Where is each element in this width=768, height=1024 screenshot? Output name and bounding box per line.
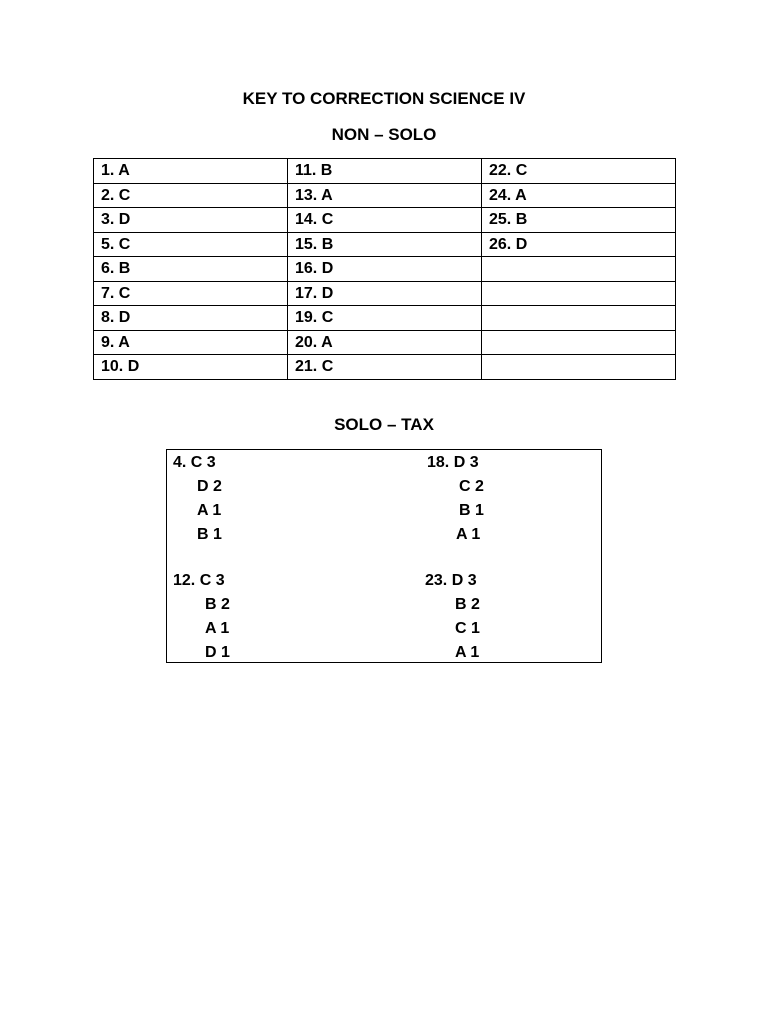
table-cell: 26. D xyxy=(482,232,676,257)
table-row xyxy=(94,183,676,208)
table-cell: 10. D xyxy=(94,355,288,380)
answer-line: C 1 xyxy=(455,620,480,637)
table-cell: 7. C xyxy=(94,281,288,306)
answer-line: C 2 xyxy=(459,478,484,495)
non-solo-table xyxy=(93,158,676,380)
table-cell: 25. B xyxy=(482,208,676,233)
table-cell: 24. A xyxy=(482,183,676,208)
table-cell: 8. D xyxy=(94,306,288,331)
table-cell: 15. B xyxy=(288,232,482,257)
table-cell: 11. B xyxy=(288,159,482,184)
answer-line: B 1 xyxy=(459,502,484,519)
answer-line: A 1 xyxy=(197,502,222,519)
answer-line: D 2 xyxy=(197,478,222,495)
table-cell xyxy=(482,330,676,355)
answer-line: 18. D 3 xyxy=(427,454,479,471)
answer-line: 23. D 3 xyxy=(425,572,477,589)
table-row xyxy=(94,257,676,282)
table-row xyxy=(94,232,676,257)
table-cell: 9. A xyxy=(94,330,288,355)
table-row xyxy=(94,306,676,331)
answer-group-12 xyxy=(173,569,230,665)
solo-tax-box xyxy=(166,449,602,663)
table-cell xyxy=(482,355,676,380)
table-cell: 21. C xyxy=(288,355,482,380)
table-cell: 1. A xyxy=(94,159,288,184)
solo-tax-title: SOLO – TAX xyxy=(334,415,434,434)
non-solo-title: NON – SOLO xyxy=(331,125,437,144)
table-cell: 5. C xyxy=(94,232,288,257)
answer-line: D 1 xyxy=(205,644,230,661)
answer-line: 4. C 3 xyxy=(173,454,216,471)
answer-line: B 1 xyxy=(197,526,222,543)
page-title: KEY TO CORRECTION SCIENCE IV xyxy=(242,89,526,108)
answer-line: B 2 xyxy=(455,596,480,613)
table-row xyxy=(94,159,676,184)
table-cell: 16. D xyxy=(288,257,482,282)
answer-line: B 2 xyxy=(205,596,230,613)
table-row xyxy=(94,330,676,355)
table-cell: 17. D xyxy=(288,281,482,306)
table-row xyxy=(94,355,676,380)
table-cell: 2. C xyxy=(94,183,288,208)
table-cell: 13. A xyxy=(288,183,482,208)
answer-line: 12. C 3 xyxy=(173,572,225,589)
table-cell xyxy=(482,306,676,331)
answer-group-23 xyxy=(425,569,480,665)
table-cell: 22. C xyxy=(482,159,676,184)
answer-line: A 1 xyxy=(456,526,481,543)
table-cell: 19. C xyxy=(288,306,482,331)
answer-group-18 xyxy=(427,451,484,547)
table-cell xyxy=(482,257,676,282)
answer-line: A 1 xyxy=(205,620,230,637)
answer-line: A 1 xyxy=(455,644,480,661)
table-row xyxy=(94,208,676,233)
answer-group-4 xyxy=(173,451,222,547)
table-cell: 20. A xyxy=(288,330,482,355)
table-cell xyxy=(482,281,676,306)
table-cell: 14. C xyxy=(288,208,482,233)
table-cell: 6. B xyxy=(94,257,288,282)
table-row xyxy=(94,281,676,306)
table-cell: 3. D xyxy=(94,208,288,233)
